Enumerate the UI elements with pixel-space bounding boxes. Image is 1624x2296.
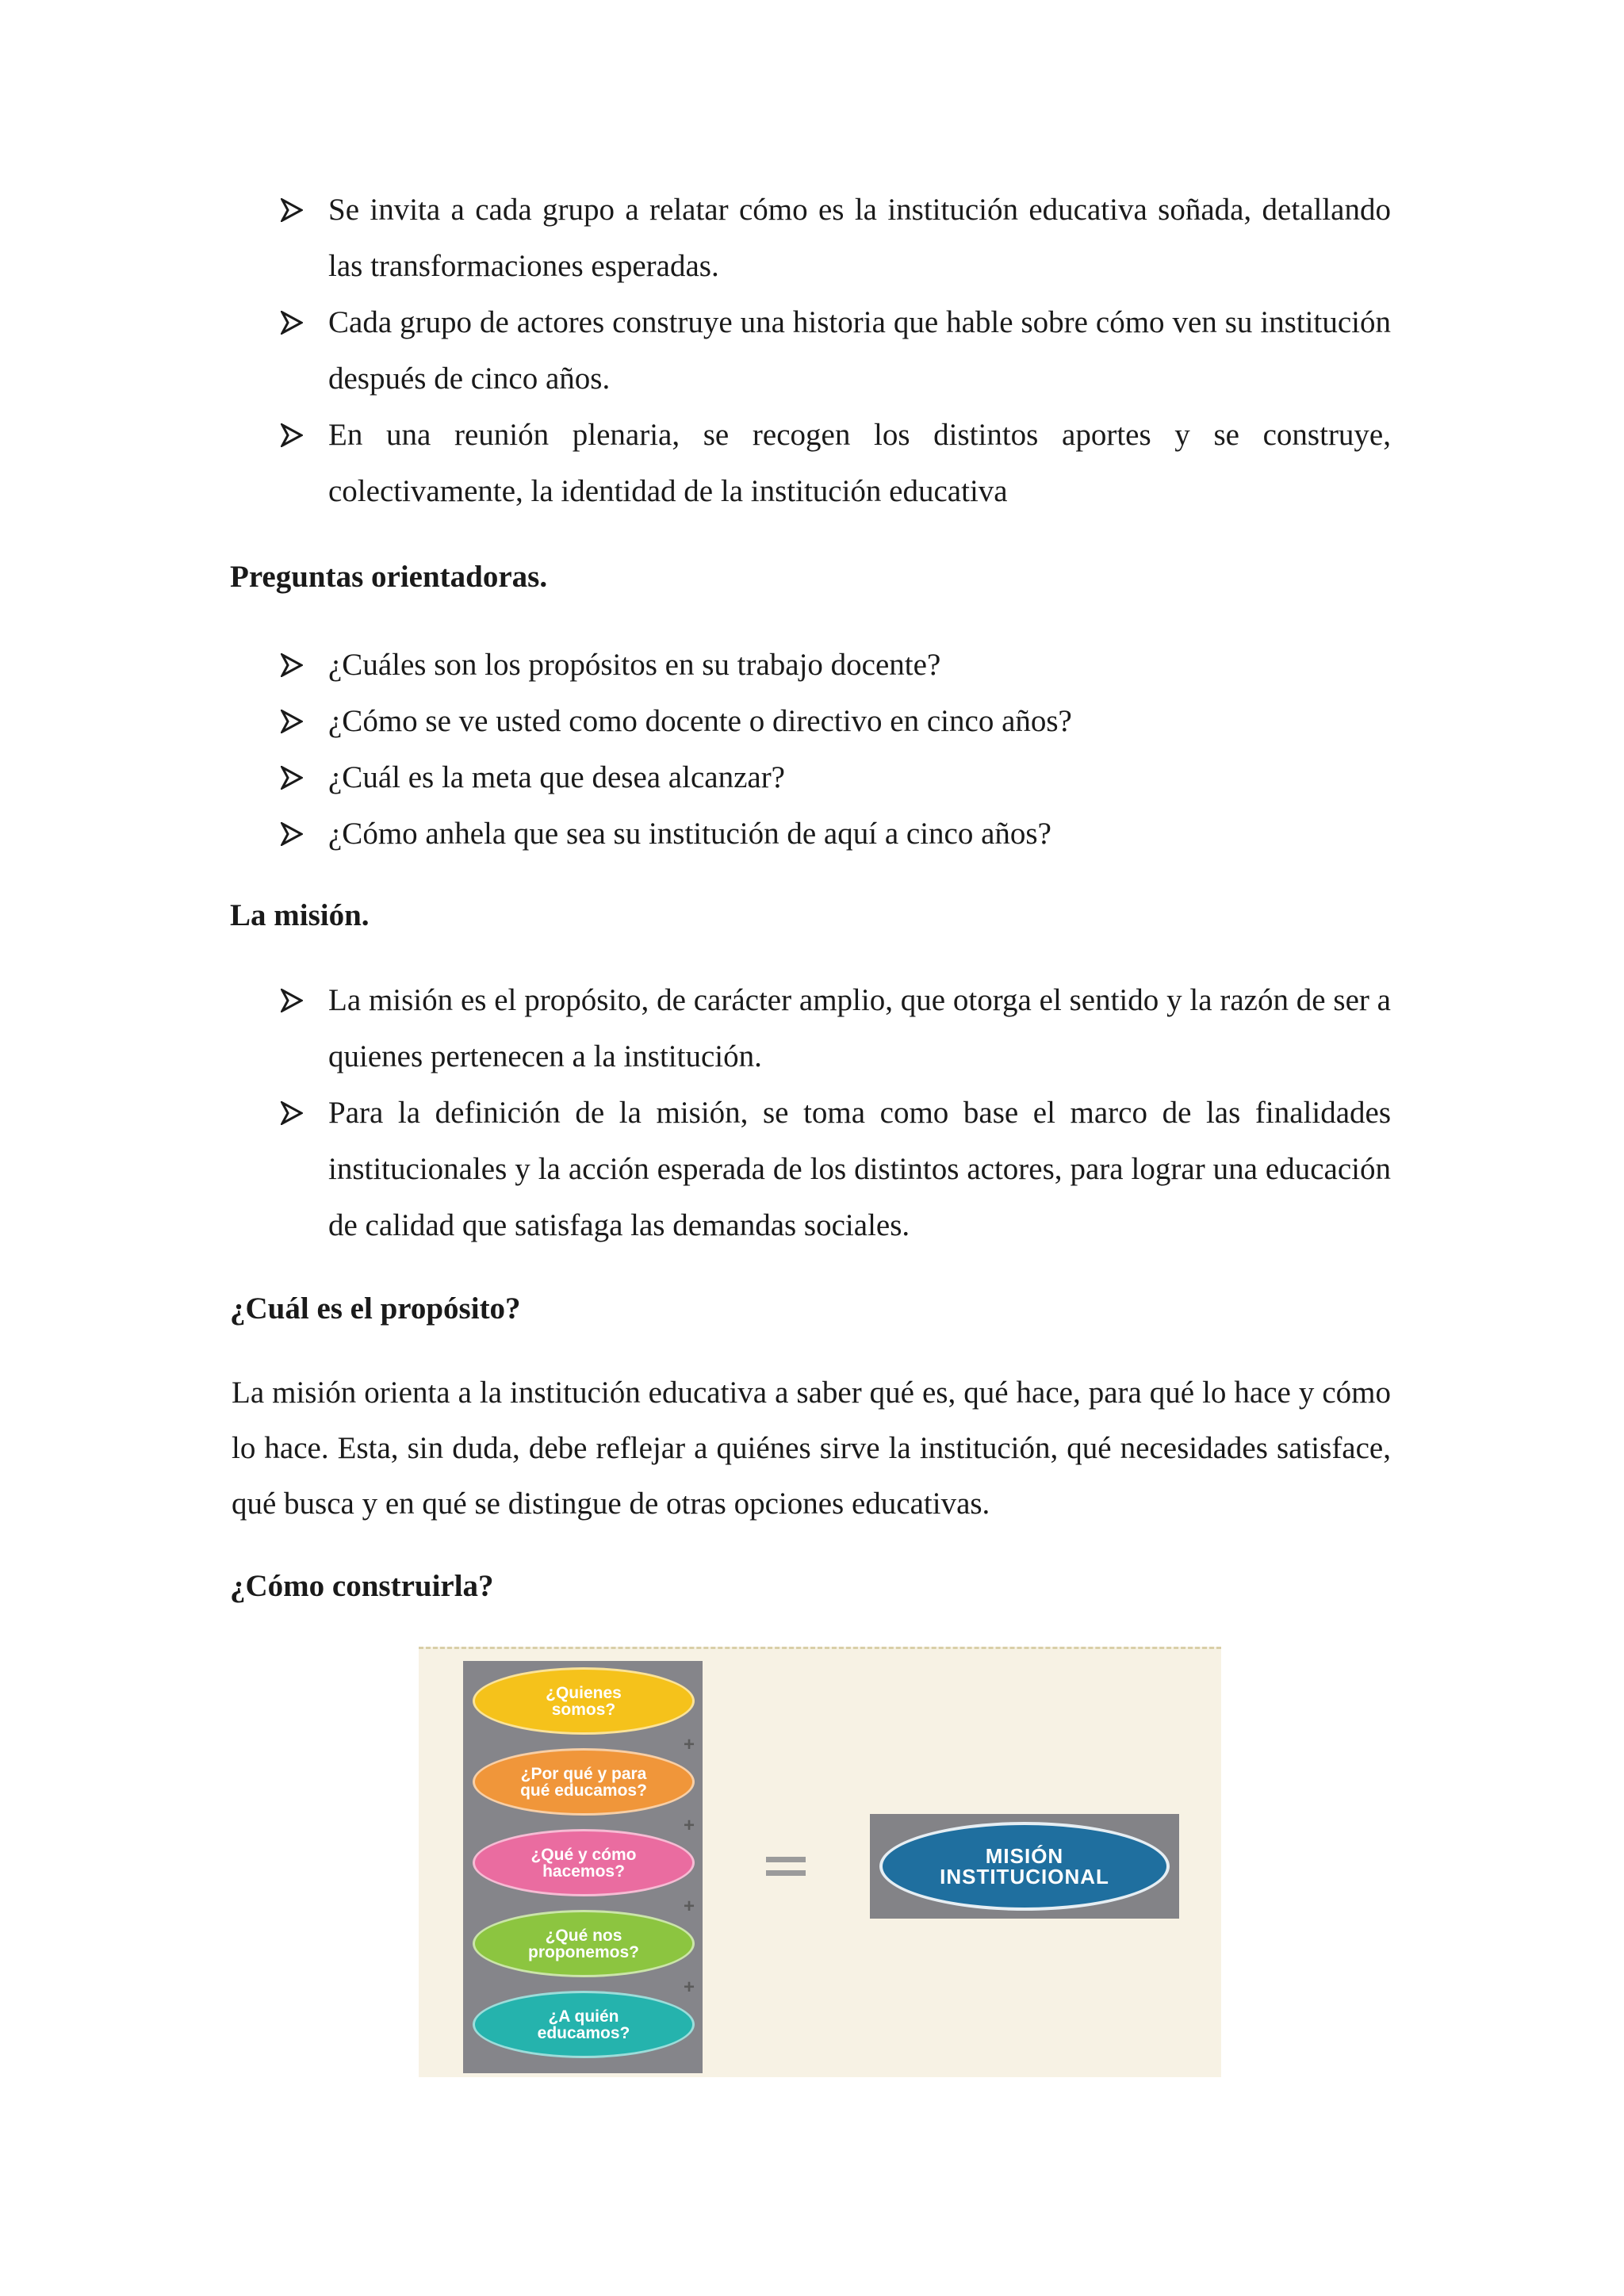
questions-column [463,1661,703,2073]
arrow-bullet-icon [281,198,304,222]
list-item-text: ¿Cómo anhela que sea su institución de aquí a cinco años? [328,817,1051,851]
list-item [281,749,1391,806]
arrow-bullet-icon [281,1101,304,1125]
mision-institucional-oval [879,1822,1170,1911]
plus-sign: + [684,1734,695,1755]
list-item [281,972,1391,1085]
list-item [281,407,1391,519]
result-label: MISIÓN INSTITUCIONAL [940,1844,1109,1888]
arrow-bullet-icon [281,766,304,790]
question-oval-label: ¿Qué nos proponemos? [528,1926,639,1961]
list-item-text: La misión es el propósito, de carácter amplio, que otorga el sentido y la razón de ser a quienes pertenecen a la institución. [328,983,1391,1073]
list-item [281,637,1391,693]
mision-diagram [419,1647,1221,2077]
section-heading-mision: La misión. [230,898,370,932]
question-oval-quienes [473,1667,695,1735]
result-box [870,1814,1179,1919]
mision-bullet-list [281,972,1391,1253]
plus-sign: + [684,1815,695,1836]
question-oval-label: ¿Quienes somos? [546,1683,622,1719]
list-item [281,1085,1391,1253]
section-heading-preguntas: Preguntas orientadoras. [230,560,548,594]
question-oval-label: ¿Por qué y para qué educamos? [520,1764,647,1800]
list-item-text: En una reunión plenaria, se recogen los distintos aportes y se construye, colectivamente, la identidad de la institución educativa [328,418,1391,508]
list-item-text: Cada grupo de actores construye una historia que hable sobre cómo ven su institución después de cinco años. [328,305,1391,396]
intro-bullet-list [281,182,1391,519]
question-oval-a-quien [473,1991,695,2058]
list-item [281,806,1391,862]
list-item [281,693,1391,749]
arrow-bullet-icon [281,822,304,846]
arrow-bullet-icon [281,423,304,447]
list-item [281,182,1391,294]
proposito-paragraph: La misión orienta a la institución educativa a saber qué es, qué hace, para qué lo hace y cómo lo hace. Esta, sin duda, debe reflejar a quiénes sirve la institución, qué necesidades satisface, qué busca y en qué se distingue de otras opciones educativas. [232,1376,1391,1521]
preguntas-bullet-list [281,637,1391,862]
plus-sign: + [684,1976,695,1998]
list-item-text: ¿Cómo se ve usted como docente o directivo en cinco años? [328,704,1072,738]
section-heading-construir: ¿Cómo construirla? [230,1569,494,1603]
arrow-bullet-icon [281,710,304,733]
question-oval-proponemos [473,1910,695,1977]
arrow-bullet-icon [281,311,304,335]
arrow-bullet-icon [281,653,304,677]
equals-sign [766,1857,806,1876]
list-item-text: Se invita a cada grupo a relatar cómo es la institución educativa soñada, detallando las transformaciones esperadas. [328,193,1391,283]
question-oval-label: ¿Qué y cómo hacemos? [530,1845,637,1881]
list-item [281,294,1391,407]
question-oval-que-como [473,1829,695,1896]
question-oval-por-que [473,1748,695,1816]
plus-sign: + [684,1896,695,1917]
list-item-text: Para la definición de la misión, se toma como base el marco de las finalidades institucionales y la acción esperada de los distintos actores, para lograr una educación de calidad que satisfaga las demandas sociales. [328,1096,1391,1242]
section-heading-proposito: ¿Cuál es el propósito? [230,1292,521,1326]
list-item-text: ¿Cuáles son los propósitos en su trabajo docente? [328,648,941,682]
question-oval-label: ¿A quién educamos? [537,2007,630,2042]
list-item-text: ¿Cuál es la meta que desea alcanzar? [328,760,785,794]
arrow-bullet-icon [281,989,304,1012]
